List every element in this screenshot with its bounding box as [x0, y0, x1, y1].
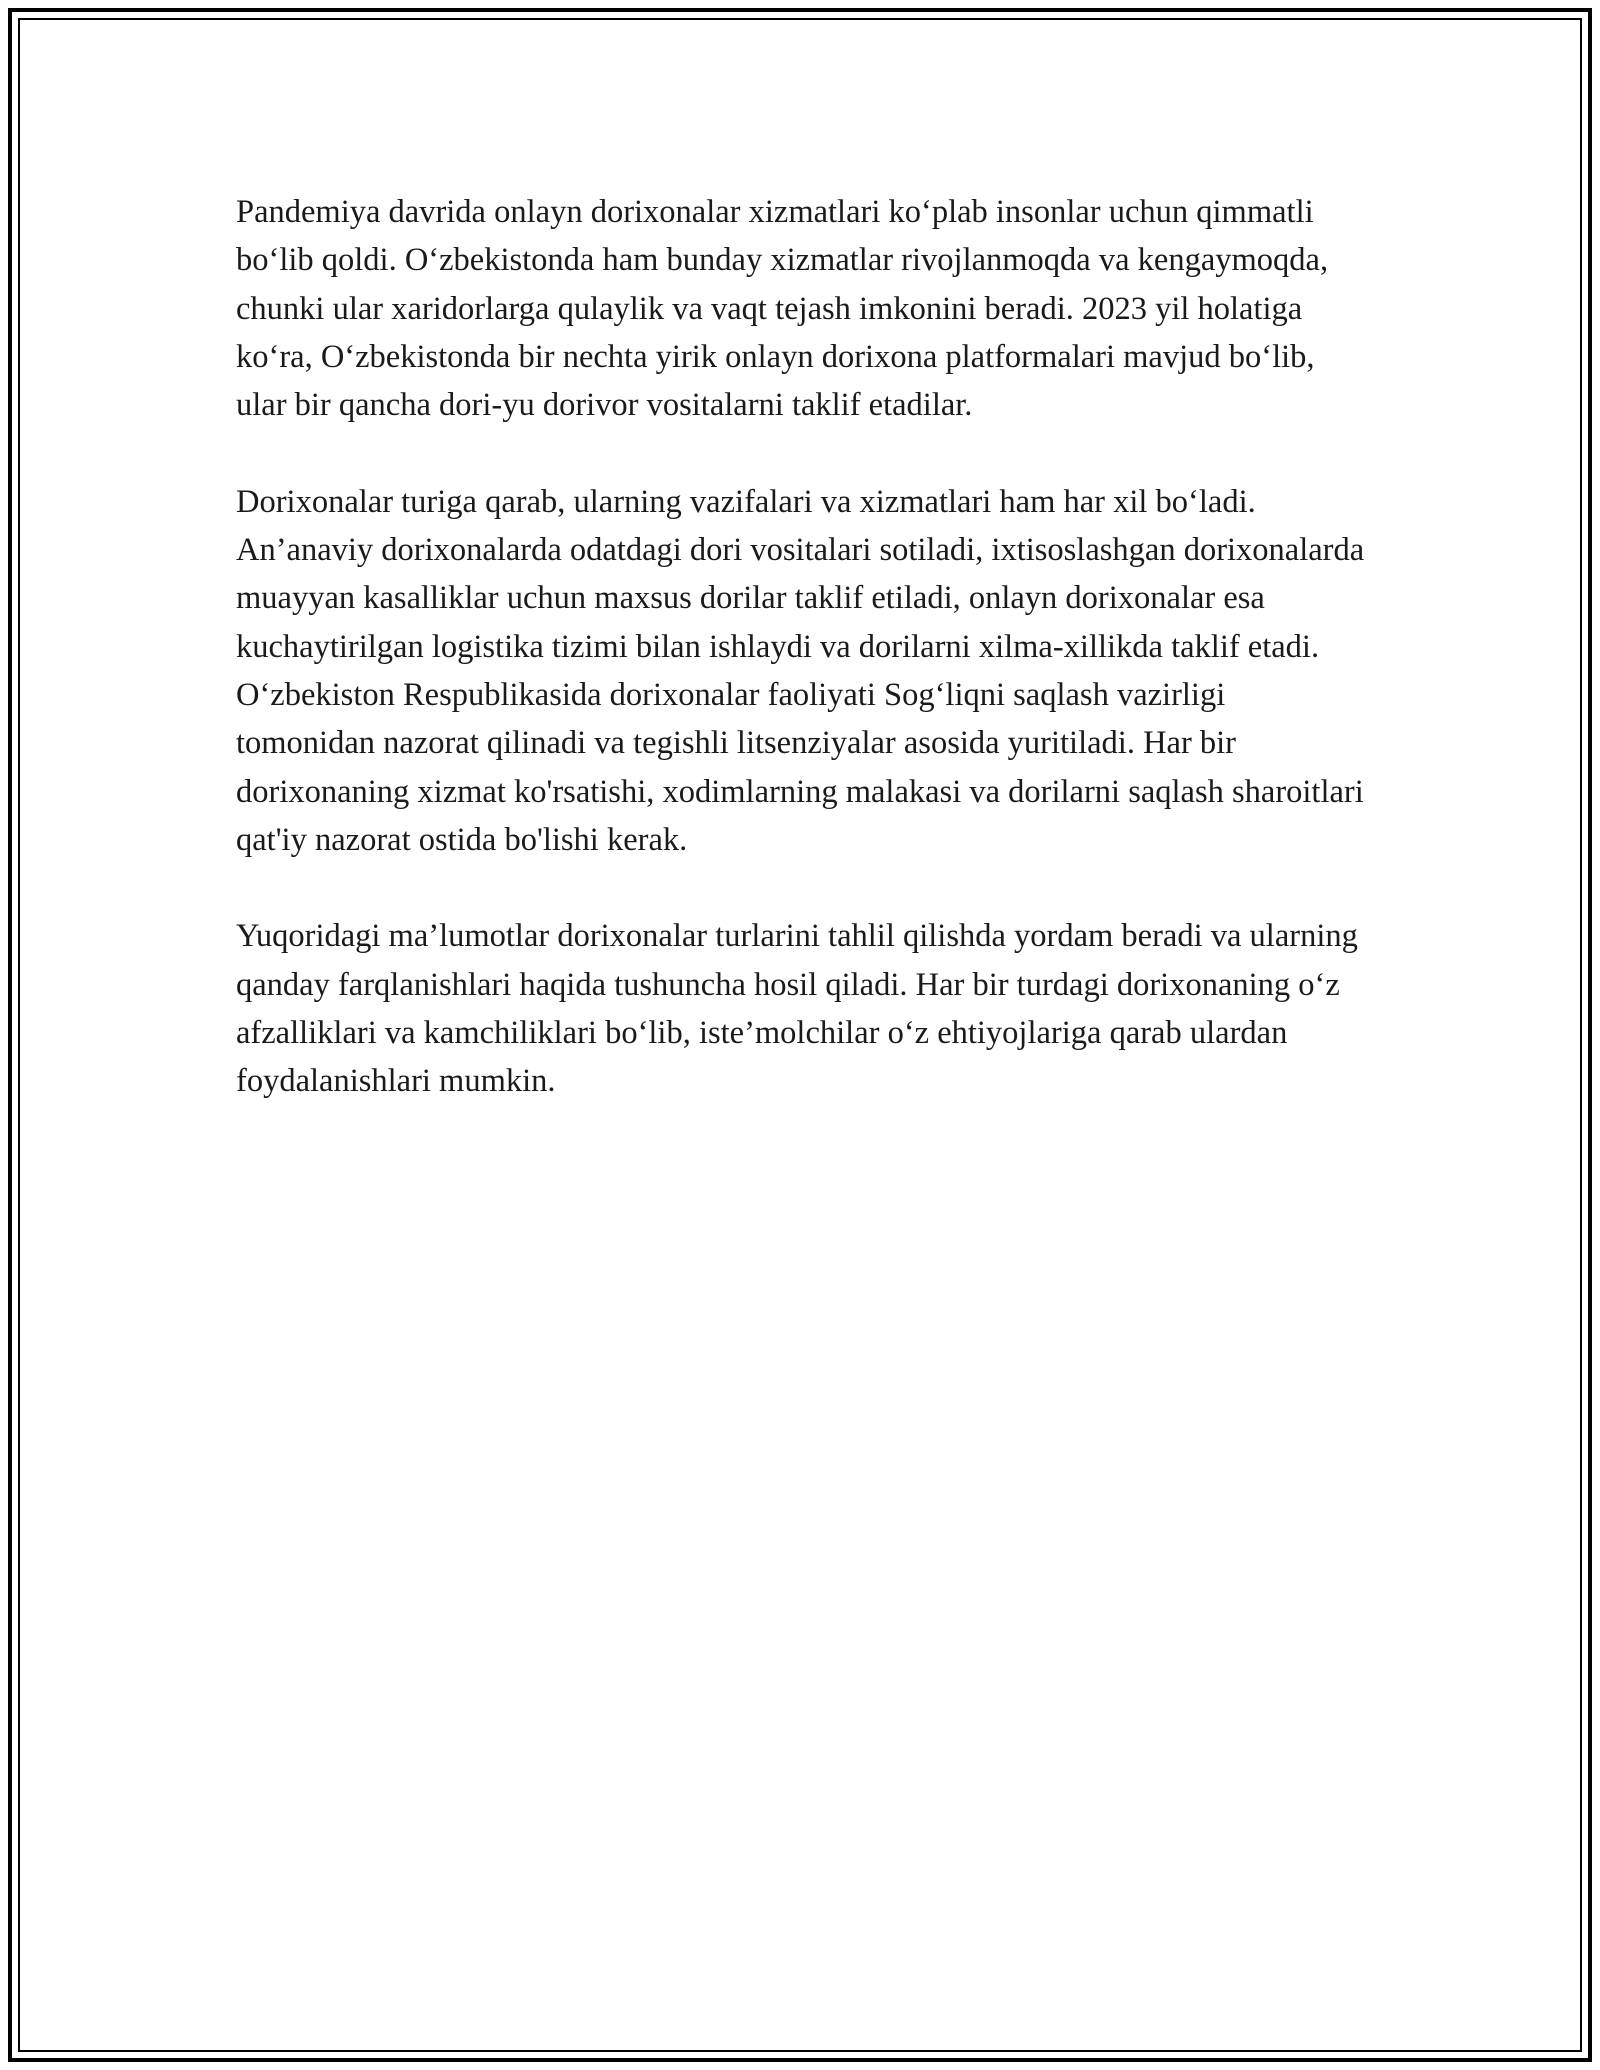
- document-body: [236, 188, 1366, 1154]
- paragraph-2: Dorixonalar turiga qarab, ularning vazifalari va xizmatlari ham har xil bo‘ladi. An’anaviy dorixonalarda odatdagi dori vositalari sotiladi, ixtisoslashgan dorixonalarda muayyan kasalliklar uchun maxsus dorilar taklif etiladi, onlayn dorixonalar esa kuchaytirilgan logistika tizimi bilan ishlaydi va dorilarni xilma-xillikda taklif etadi. O‘zbekiston Respublikasida dorixonalar faoliyati Sog‘liqni saqlash vazirligi tomonidan nazorat qilinadi va tegishli litsenziyalar asosida yuritiladi. Har bir dorixonaning xizmat ko'rsatishi, xodimlarning malakasi va dorilarni saqlash sharoitlari qat'iy nazorat ostida bo'lishi kerak.: [236, 483, 1365, 858]
- paragraph-1: Pandemiya davrida onlayn dorixonalar xizmatlari ko‘plab insonlar uchun qimmatli bo‘lib qoldi. O‘zbekistonda ham bunday xizmatlar rivojlanmoqda va kengaymoqda, chunki ular xaridorlarga qulaylik va vaqt tejash imkonini beradi. 2023 yil holatiga ko‘ra, O‘zbekistonda bir nechta yirik onlayn dorixona platformalari mavjud bo‘lib, ular bir qancha dori-yu dorivor vositalarni taklif etadilar.: [236, 194, 1329, 424]
- paragraph-3: Yuqoridagi ma’lumotlar dorixonalar turlarini tahlil qilishda yordam beradi va ularning qanday farqlanishlari haqida tushuncha hosil qiladi. Har bir turdagi dorixonaning o‘z afzalliklari va kamchiliklari bo‘lib, iste’molchilar o‘z ehtiyojlariga qarab ulardan foydalanishlari mumkin.: [236, 918, 1358, 1100]
